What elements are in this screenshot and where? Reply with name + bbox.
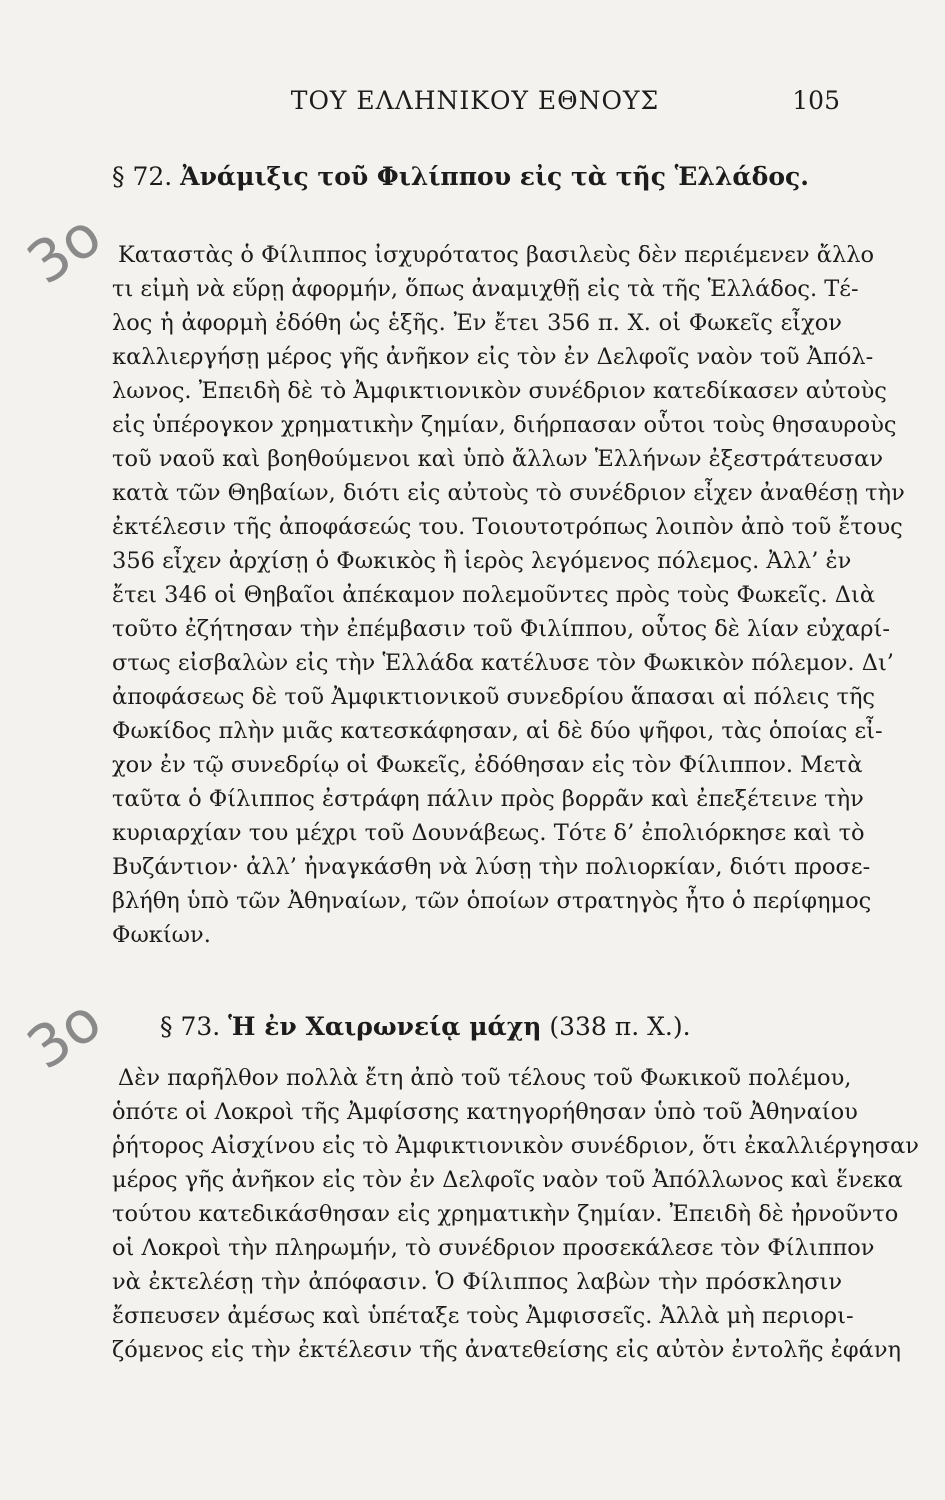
text-line: οἱ Λοκροὶ τὴν πληρωμήν, τὸ συνέδριον προσεκάλεσε τὸν Φίλιππον <box>112 1235 875 1261</box>
text-line: μέρος γῆς ἀνῆκον εἰς τὸν ἐν Δελφοῖς ναὸν τοῦ Ἀπόλλωνος καὶ ἕνεκα <box>112 1167 903 1193</box>
section-heading-73 <box>160 1010 890 1044</box>
section-title: Ἀνάμιξις τοῦ Φιλίππου εἰς τὰ τῆς Ἑλλάδος. <box>180 162 809 191</box>
text-line: ἔσπευσεν ἀμέσως καὶ ὑπέταξε τοὺς Ἀμφισσεῖς. Ἀλλὰ μὴ περιορι- <box>112 1303 854 1329</box>
page-number: 105 <box>792 86 840 115</box>
text-line: 356 εἶχεν ἀρχίσῃ ὁ Φωκικὸς ἢ ἱερὸς λεγόμενος πόλεμος. Ἀλλ’ ἐν <box>112 548 852 574</box>
text-line: στως εἰσβαλὼν εἰς τὴν Ἑλλάδα κατέλυσε τὸν Φωκικὸν πόλεμον. Δι’ <box>112 650 894 676</box>
text-line: ῥήτορος Αἰσχίνου εἰς τὸ Ἀμφικτιονικὸν συνέδριον, ὅτι ἐκαλλιέργησαν <box>112 1133 919 1159</box>
section-number: § 73. <box>160 1012 221 1041</box>
text-line: χον ἐν τῷ συνεδρίῳ οἱ Φωκεῖς, ἐδόθησαν εἰς τὸν Φίλιππον. Μετὰ <box>112 752 863 778</box>
section-heading-72 <box>112 160 842 194</box>
text-line: ἀποφάσεως δὲ τοῦ Ἀμφικτιονικοῦ συνεδρίου ἅπασαι αἱ πόλεις τῆς <box>112 684 876 710</box>
text-line: Φωκίδος πλὴν μιᾶς κατεσκάφησαν, αἱ δὲ δύο ψῆφοι, τὰς ὁποίας εἶ- <box>112 718 883 744</box>
running-head <box>110 86 840 120</box>
text-line: ἔτει 346 οἱ Θηβαῖοι ἀπέκαμον πολεμοῦντες πρὸς τοὺς Φωκεῖς. Διὰ <box>112 582 876 608</box>
text-line: λωνος. Ἐπειδὴ δὲ τὸ Ἀμφικτιονικὸν συνέδριον κατεδίκασεν αὐτοὺς <box>112 378 887 404</box>
text-line: κυριαρχίαν του μέχρι τοῦ Δουνάβεως. Τότε δ’ ἐπολιόρκησε καὶ τὸ <box>112 820 865 846</box>
text-line: Καταστὰς ὁ Φίλιππος ἰσχυρότατος βασιλεὺς δὲν περιέμενεν ἄλλο <box>118 242 875 268</box>
running-title: ΤΟΥ ΕΛΛΗΝΙΚΟΥ ΕΘΝΟΥΣ <box>290 86 660 115</box>
text-line: νὰ ἐκτελέσῃ τὴν ἀπόφασιν. Ὁ Φίλιππος λαβὼν τὴν πρόσκλησιν <box>112 1269 842 1295</box>
text-line: κατὰ τῶν Θηβαίων, διότι εἰς αὐτοὺς τὸ συνέδριον εἶχεν ἀναθέσῃ τὴν <box>112 480 905 506</box>
section-number: § 72. <box>112 162 173 191</box>
text-line: Βυζάντιον· ἀλλ’ ἠναγκάσθη νὰ λύσῃ τὴν πολιορκίαν, διότι προσε- <box>112 854 871 880</box>
text-line: ἐκτέλεσιν τῆς ἀποφάσεώς του. Τοιουτοτρόπως λοιπὸν ἀπὸ τοῦ ἔτους <box>112 514 903 540</box>
section-73-text <box>112 1061 919 1367</box>
text-line: καλλιεργήσῃ μέρος γῆς ἀνῆκον εἰς τὸν ἐν Δελφοῖς ναὸν τοῦ Ἀπόλ- <box>112 344 874 370</box>
text-line: Δὲν παρῆλθον πολλὰ ἔτη ἀπὸ τοῦ τέλους τοῦ Φωκικοῦ πολέμου, <box>118 1065 852 1091</box>
text-line: τούτου κατεδικάσθησαν εἰς χρηματικὴν ζημίαν. Ἐπειδὴ δὲ ἠρνοῦντο <box>112 1201 899 1227</box>
text-line: ταῦτα ὁ Φίλιππος ἐστράφη πάλιν πρὸς βορρᾶν καὶ ἐπεξέτεινε τὴν <box>112 786 864 812</box>
section-72-text <box>112 238 905 952</box>
text-line: τοῦ ναοῦ καὶ βοηθούμενοι καὶ ὑπὸ ἄλλων Ἑλλήνων ἐξεστράτευσαν <box>112 446 884 472</box>
text-line: Φωκίων. <box>112 922 211 948</box>
text-line: βλήθη ὑπὸ τῶν Ἀθηναίων, τῶν ὁποίων στρατηγὸς ἦτο ὁ περίφημος <box>112 888 872 914</box>
margin-pencil-mark: 3ο <box>15 200 114 298</box>
text-line: ὁπότε οἱ Λοκροὶ τῆς Ἀμφίσσης κατηγορήθησαν ὑπὸ τοῦ Ἀθηναίου <box>112 1099 858 1125</box>
section-date: (338 π. Χ.). <box>549 1012 691 1041</box>
text-line: ζόμενος εἰς τὴν ἐκτέλεσιν τῆς ἀνατεθείσης εἰς αὐτὸν ἐντολῆς ἐφάνη <box>112 1337 901 1363</box>
text-line: τι εἰμὴ νὰ εὕρῃ ἀφορμήν, ὅπως ἀναμιχθῇ εἰς τὰ τῆς Ἑλλάδος. Τέ- <box>112 276 859 302</box>
margin-pencil-mark: 3ο <box>15 985 114 1083</box>
text-line: λος ἡ ἀφορμὴ ἐδόθη ὡς ἑξῆς. Ἐν ἔτει 356 π. Χ. οἱ Φωκεῖς εἶχον <box>112 310 842 336</box>
section-title: Ἡ ἐν Χαιρωνείᾳ μάχη <box>228 1012 542 1041</box>
text-line: εἰς ὑπέρογκον χρηματικὴν ζημίαν, διήρπασαν οὗτοι τοὺς θησαυροὺς <box>112 412 897 438</box>
text-line: τοῦτο ἐζήτησαν τὴν ἐπέμβασιν τοῦ Φιλίππου, οὗτος δὲ λίαν εὐχαρί- <box>112 616 890 642</box>
